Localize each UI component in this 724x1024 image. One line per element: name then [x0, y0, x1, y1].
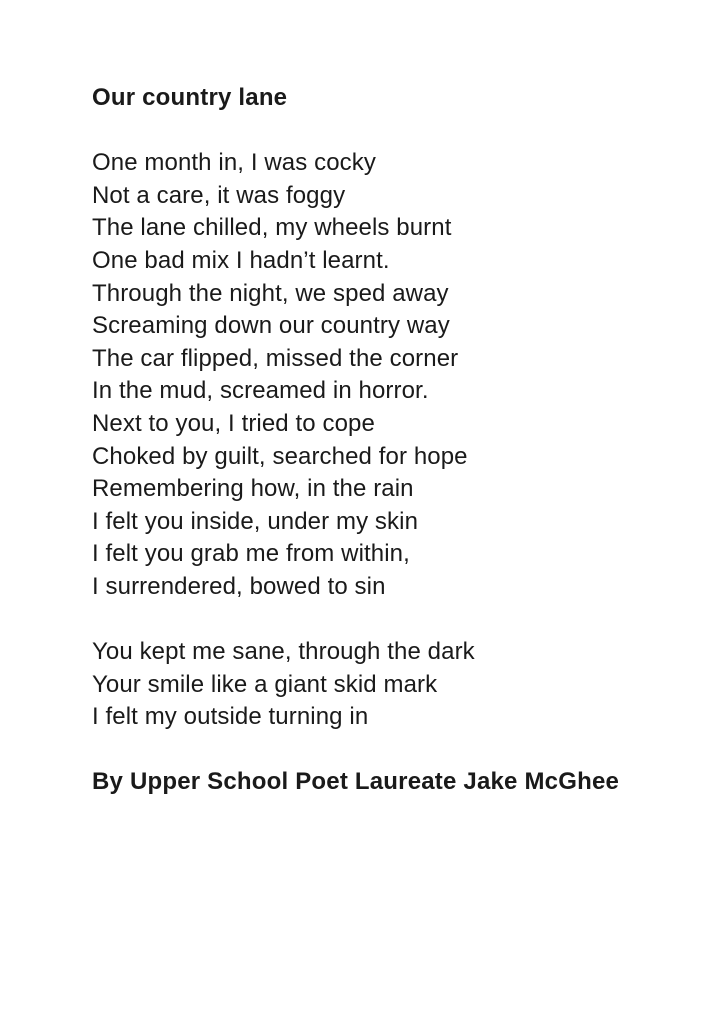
- poem-line: Next to you, I tried to cope: [92, 409, 375, 437]
- poem-line: I felt you inside, under my skin: [92, 507, 419, 535]
- poem-line: One month in, I was cocky: [92, 149, 376, 177]
- poem-line: Your smile like a giant skid mark: [92, 670, 438, 698]
- stanza-2: [92, 636, 668, 734]
- poem-line: You kept me sane, through the dark: [92, 638, 475, 666]
- poem-line: I felt my outside turning in: [92, 703, 369, 731]
- poem-line: I felt you grab me from within,: [92, 540, 410, 568]
- poem-line: The car flipped, missed the corner: [92, 344, 459, 372]
- stanza-1: [92, 147, 668, 603]
- poem-line: Not a care, it was foggy: [92, 181, 346, 209]
- poem-line: The lane chilled, my wheels burnt: [92, 214, 452, 242]
- poem-line: Screaming down our country way: [92, 312, 450, 340]
- poem-line: I surrendered, bowed to sin: [92, 572, 386, 600]
- poem-line: One bad mix I hadn’t learnt.: [92, 246, 390, 274]
- poem-line: Choked by guilt, searched for hope: [92, 442, 468, 470]
- poem-content: [92, 82, 668, 799]
- poem-line: Through the night, we sped away: [92, 279, 449, 307]
- poem-line: Remembering how, in the rain: [92, 475, 414, 503]
- poem-title: Our country lane: [92, 84, 288, 111]
- poem-line: In the mud, screamed in horror.: [92, 377, 429, 405]
- poem-byline: By Upper School Poet Laureate Jake McGhee: [92, 768, 620, 796]
